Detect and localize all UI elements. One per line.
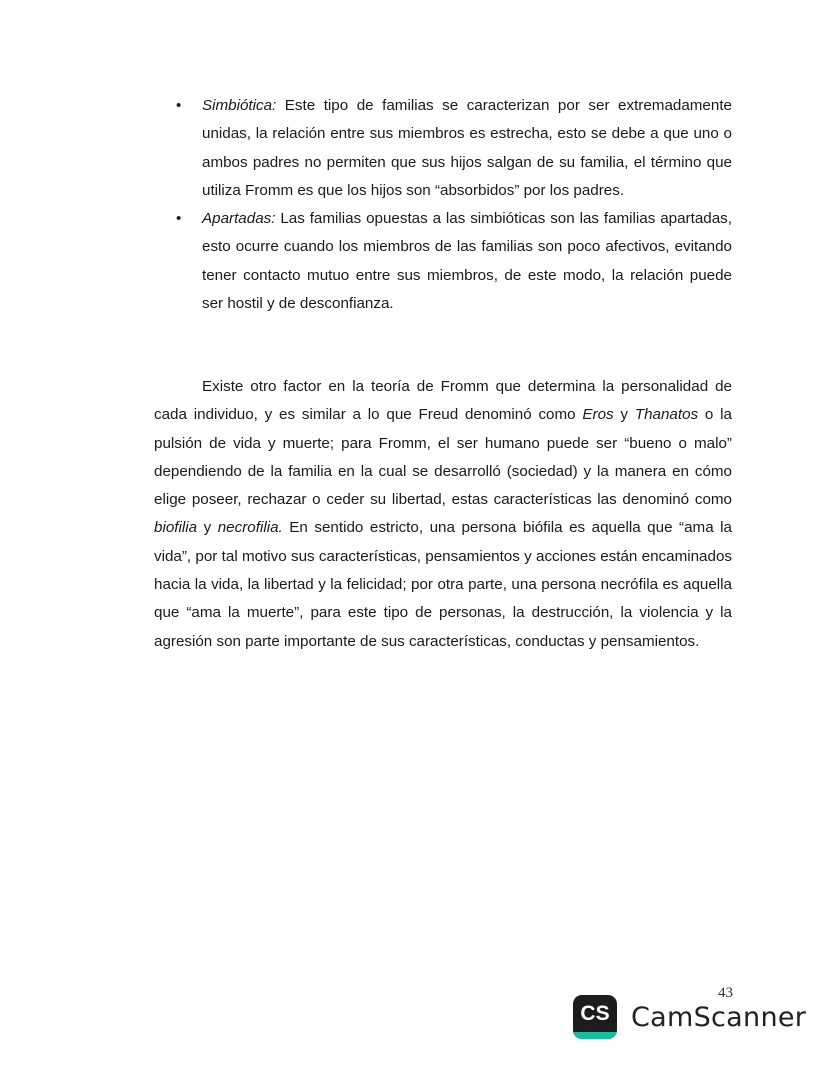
term-eros: Eros — [582, 406, 614, 424]
bullet-item-simbiotica — [172, 92, 732, 205]
paragraph-text: y — [613, 406, 635, 424]
bullet-marker: • — [176, 210, 182, 228]
term-biofilia: biofilia — [154, 519, 198, 537]
paragraph-text: Existe otro factor en la teoría de Fromm que determina la personalidad de cada individuo, y es similar a lo que Freud denominó como — [154, 378, 732, 424]
term-necrofilia: necrofilia. — [217, 519, 283, 537]
bullet-term: Apartadas: — [202, 210, 276, 228]
camscanner-watermark — [573, 994, 807, 1040]
bullet-item-apartadas — [172, 205, 732, 318]
page-number: 43 — [718, 985, 733, 1001]
paragraph-text: o la pulsión de vida y muerte; para Fromm, el ser humano puede ser “bueno o malo” dependiendo de la familia en la cual se desarrolló (sociedad) y la manera en cómo elige poseer, rechazar o ceder su libertad, estas características las denominó como — [154, 406, 732, 509]
bullet-text: Este tipo de familias se caracterizan por ser extremadamente unidas, la relación entre sus miembros es estrecha, esto se debe a que uno o ambos padres no permiten que sus hijos salgan de su familia, el término que utiliza Fromm es que los hijos son “absorbidos” por los padres. — [202, 97, 732, 199]
bullet-list — [172, 92, 732, 318]
bullet-term: Simbiótica: — [202, 97, 277, 114]
bullet-marker: • — [176, 97, 182, 114]
camscanner-logo-icon — [573, 995, 617, 1039]
logo-text: CS — [580, 1002, 610, 1025]
camscanner-brand: CamScanner — [631, 1001, 807, 1033]
paragraph-text: y — [197, 519, 218, 537]
bullet-text: Las familias opuestas a las simbióticas son las familias apartadas, esto ocurre cuando los miembros de las familias son poco afectivos, evitando tener contacto mutuo entre sus miembros, de este modo, la relación puede ser hostil y de desconfianza. — [202, 210, 732, 313]
body-paragraph — [154, 373, 732, 656]
logo-accent-bar — [573, 1032, 617, 1039]
term-thanatos: Thanatos — [634, 406, 699, 424]
paragraph-text: En sentido estricto, una persona biófila es aquella que “ama la vida”, por tal motivo sus características, pensamientos y acciones están encaminados hacia la vida, la libertad y la felicidad; por otra parte, una persona necrófila es aquella que “ama la muerte”, para este tipo de personas, la destrucción, la violencia y la agresión son parte importante de sus características, conductas y pensamientos. — [154, 519, 732, 650]
